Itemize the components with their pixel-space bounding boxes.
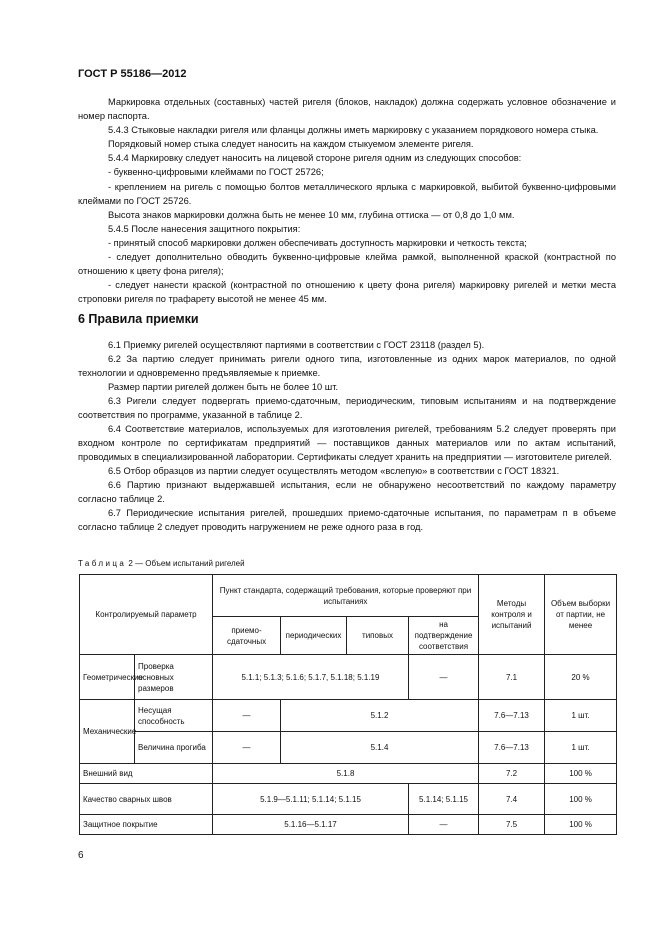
paragraph: 6.2 За партию следует принимать ригели одного типа, изготовленные из одних марок материалов, по одной технологии и одновременно предъявляемые к приемке.: [78, 354, 616, 378]
paragraph: Высота знаков маркировки должна быть не менее 10 мм, глубина оттиска — от 0,8 до 1,0 мм.: [108, 209, 515, 220]
section-6-heading: 6 Правила приемки: [78, 312, 199, 326]
row-volume: 100 %: [545, 764, 617, 784]
list-item: - следует нанести краской (контрастной по отношению к цвету фона ригеля) маркировку ригелей и метки места строповки ригеля по трафарету высотой не менее 45 мм.: [78, 280, 616, 305]
row-volume: 20 %: [545, 655, 617, 700]
row-method: 7.6—7.13: [479, 700, 545, 732]
paragraph: 5.4.5 После нанесения защитного покрытия:: [108, 223, 301, 234]
paragraph: Маркировка отдельных (составных) частей ригеля (блоков, накладок) должна содержать условное обозначение и номер паспорта.: [78, 97, 616, 122]
row-param: Качество сварных швов: [80, 784, 213, 815]
row-param: Несущая способность: [135, 700, 213, 732]
row-volume: 1 шт.: [545, 732, 617, 764]
table-caption-title: 2 — Объем испытаний ригелей: [126, 559, 245, 568]
row-clauses: 5.1.8: [213, 764, 479, 784]
row-conformity: —: [409, 815, 479, 835]
paragraph: Размер партии ригелей должен быть не более 10 шт.: [108, 382, 339, 392]
paragraph: 5.4.4 Маркировку следует наносить на лицевой стороне ригеля одним из следующих способов:: [108, 153, 522, 164]
row-volume: 1 шт.: [545, 700, 617, 732]
tests-table: [79, 574, 617, 835]
header-conformity: на подтверждение соответствия: [409, 617, 479, 655]
document-header: ГОСТ Р 55186—2012: [78, 68, 187, 80]
row-volume: 100 %: [545, 815, 617, 835]
row-acceptance: —: [213, 732, 281, 764]
row-conformity: 5.1.14; 5.1.15: [409, 784, 479, 815]
section-6-text: [78, 338, 616, 534]
paragraph: 5.4.3 Стыковые накладки ригеля или фланцы должны иметь маркировку с указанием порядкового номера стыка.: [108, 125, 599, 136]
row-method: 7.2: [479, 764, 545, 784]
row-group-geometric: Геометрические: [80, 655, 135, 700]
row-group-mechanical: Механические: [80, 700, 135, 764]
paragraph: Порядковый номер стыка следует наносить на каждом стыкуемом элементе ригеля.: [108, 139, 474, 150]
paragraph: 6.5 Отбор образцов из партии следует осуществлять методом «вслепую» в соответствии с ГОСТ 18321.: [108, 466, 560, 476]
row-method: 7.6—7.13: [479, 732, 545, 764]
row-method: 7.1: [479, 655, 545, 700]
paragraph: 6.4 Соответствие материалов, используемых для изготовления ригелей, требованиям 5.2 следует проверять при входном контроле по сертификатам предприятий — поставщиков данных материалов или по актам испытаний, проводимых в специализированной лаборатории. Сертификаты следует хранить на предприятии — изготовителе ригелей.: [78, 424, 616, 462]
list-item: - буквенно-цифровыми клеймами по ГОСТ 25726;: [108, 167, 324, 178]
row-clauses: 5.1.2: [281, 700, 479, 732]
row-method: 7.4: [479, 784, 545, 815]
paragraph: 6.7 Периодические испытания ригелей, прошедших приемо-сдаточные испытания, по параметрам п в объеме согласно таблице 2 следует проводить нагружением не реже одного раза в год.: [78, 508, 616, 532]
row-method: 7.5: [479, 815, 545, 835]
header-methods: Методы контроля и испытаний: [479, 575, 545, 655]
header-clause: Пункт стандарта, содержащий требования, которые проверяют при испытаниях: [213, 575, 479, 617]
paragraph: 6.6 Партию признают выдержавшей испытания, если не обнаружено несоответствий по каждому параметру согласно таблице 2.: [78, 480, 616, 504]
row-param: Защитное покрытие: [80, 815, 213, 835]
list-item: - принятый способ маркировки должен обеспечивать доступность маркировки и четкость текста;: [108, 237, 527, 248]
row-clauses: 5.1.9—5.1.11; 5.1.14; 5.1.15: [213, 784, 409, 815]
row-param: Внешний вид: [80, 764, 213, 784]
header-volume: Объем выборки от партии, не менее: [545, 575, 617, 655]
section-5-text: [78, 95, 616, 306]
paragraph: 6.3 Ригели следует подвергать приемо-сдаточным, периодическим, типовым испытаниям и на подтверждение соответствия по программе, указанной в таблице 2.: [78, 396, 616, 420]
table-caption: [78, 559, 245, 568]
table-caption-prefix: Таблица: [78, 559, 127, 568]
row-clauses: 5.1.4: [281, 732, 479, 764]
row-clauses: 5.1.1; 5.1.3; 5.1.6; 5.1.7, 5.1.18; 5.1.19: [213, 655, 409, 700]
header-acceptance: приемо-сдаточных: [213, 617, 281, 655]
list-item: - креплением на ригель с помощью болтов металлического ярлыка с маркировкой, выбитой буквенно-цифровыми клеймами по ГОСТ 25726.: [78, 181, 616, 206]
row-volume: 100 %: [545, 784, 617, 815]
page-number: 6: [78, 850, 84, 861]
row-clauses: 5.1.16—5.1.17: [213, 815, 409, 835]
row-conformity: —: [409, 655, 479, 700]
row-param: Проверка основных размеров: [135, 655, 213, 700]
header-param: Контролируемый параметр: [80, 575, 213, 655]
paragraph: 6.1 Приемку ригелей осуществляют партиями в соответствии с ГОСТ 23118 (раздел 5).: [108, 340, 485, 350]
row-param: Величина прогиба: [135, 732, 213, 764]
list-item: - следует дополнительно обводить буквенно-цифровые клейма рамкой, выполненной краской (контрастной по отношению к цвету фона ригеля);: [78, 252, 616, 277]
header-typical: типовых: [347, 617, 409, 655]
header-periodic: периодических: [281, 617, 347, 655]
row-acceptance: —: [213, 700, 281, 732]
